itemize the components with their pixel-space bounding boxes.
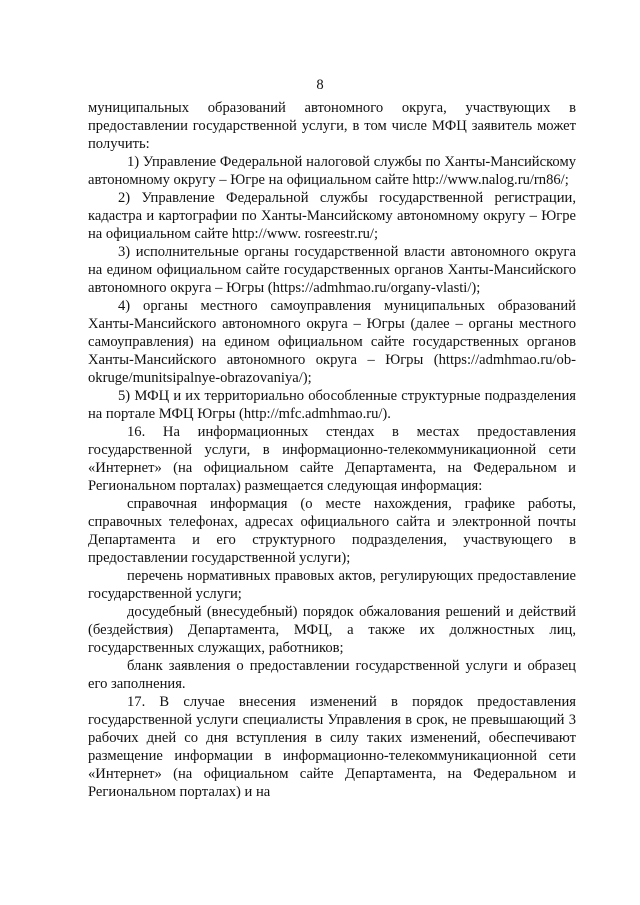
- paragraph-reference-info: справочная информация (о месте нахождения, графике работы, справочных телефонах, адресах официального сайта и электронной почты Департамента и его структурного подразделения, участвующего в предоставлении государственной услуги);: [88, 496, 576, 566]
- paragraph-appeal-procedure: досудебный (внесудебный) порядок обжалования решений и действий (бездействия) Департамента, МФЦ, а также их должностных лиц, государственных служащих, работников;: [88, 604, 576, 656]
- paragraph-application-form: бланк заявления о предоставлении государственной услуги и образец его заполнения.: [88, 658, 576, 692]
- paragraph-legal-acts: перечень нормативных правовых актов, регулирующих предоставление государственной услуги;: [88, 568, 576, 602]
- paragraph-item-5: 5) МФЦ и их территориально обособленные структурные подразделения на портале МФЦ Югры (http://mfc.admhmao.ru/).: [88, 388, 576, 422]
- page-number: 8: [316, 77, 324, 93]
- paragraph-clause-16: 16. На информационных стендах в местах предоставления государственной услуги, в информационно-телекоммуникационной сети «Интернет» (на официальном сайте Департамента, на Федеральном и Региональном порталах) размещается следующая информация:: [88, 424, 576, 494]
- paragraph-item-4: 4) органы местного самоуправления муниципальных образований Ханты-Мансийского автономного округа – Югры (далее – органы местного самоуправления) на едином официальном сайте государственных органов Ханты-Мансийского автономного округа – Югры (https://admhmao.ru/ob-okruge/munitsipalnye-obrazovaniya/);: [88, 298, 576, 386]
- paragraph-item-1: 1) Управление Федеральной налоговой службы по Ханты-Мансийскому автономному округу – Югре на официальном сайте http://www.nalog.ru/rn86/;: [88, 154, 576, 188]
- paragraph-item-3: 3) исполнительные органы государственной власти автономного округа на едином официальном сайте государственных органов Ханты-Мансийского автономного округа – Югры (https://admhmao.ru/organy-vlasti/);: [88, 244, 576, 296]
- paragraph-item-2: 2) Управление Федеральной службы государственной регистрации, кадастра и картографии по Ханты-Мансийскому автономному округу – Югре на официальном сайте http://www. rosreestr.ru/;: [88, 190, 576, 242]
- paragraph-intro: муниципальных образований автономного округа, участвующих в предоставлении государственной услуги, в том числе МФЦ заявитель может получить:: [88, 100, 576, 152]
- document-body: [88, 99, 576, 801]
- paragraph-clause-17: 17. В случае внесения изменений в порядок предоставления государственной услуги специалисты Управления в срок, не превышающий 3 рабочих дней со дня вступления в силу таких изменений, обеспечивают размещение информации в информационно-телекоммуникационной сети «Интернет» (на официальном сайте Департамента, на Федеральном и Региональном порталах) и на: [88, 694, 576, 800]
